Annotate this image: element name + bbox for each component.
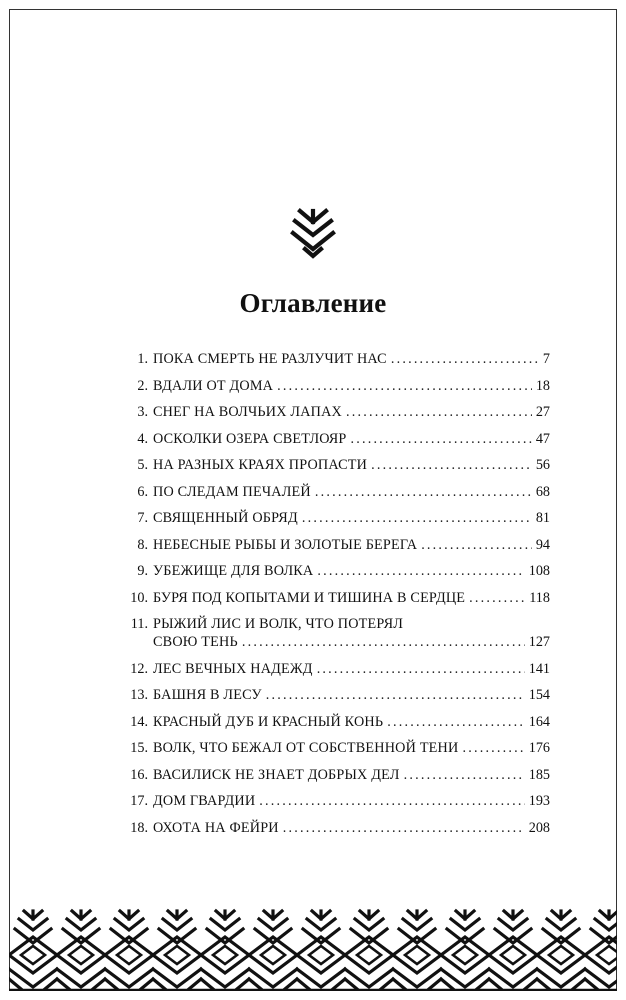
toc-entry[interactable]	[118, 430, 550, 448]
toc-entry-title: СВЯЩЕННЫЙ ОБРЯД	[153, 510, 298, 526]
toc-leader-dots	[421, 536, 532, 554]
toc-entry-page: 108	[528, 563, 550, 579]
toc-leader-dots	[391, 350, 539, 368]
toc-leader-dots	[259, 792, 524, 810]
toc-entry-title: СНЕГ НА ВОЛЧЬИХ ЛАПАХ	[153, 404, 342, 420]
toc-entry-page: 94	[535, 536, 550, 553]
toc-entry[interactable]	[118, 350, 550, 368]
toc-entry-title: УБЕЖИЩЕ ДЛЯ ВОЛКА	[153, 563, 314, 579]
ornament-pattern	[9, 911, 617, 990]
ornament-icon	[290, 207, 336, 259]
toc-entry-page: 68	[535, 483, 550, 500]
toc-entry-title: РЫЖИЙ ЛИС И ВОЛК, ЧТО ПОТЕРЯЛ	[153, 616, 404, 632]
toc-entry-title: ПОКА СМЕРТЬ НЕ РАЗЛУЧИТ НАС	[153, 351, 387, 367]
toc-entry-title: ВАСИЛИСК НЕ ЗНАЕТ ДОБРЫХ ДЕЛ	[153, 766, 400, 783]
toc-entry-title: ОХОТА НА ФЕЙРИ	[153, 819, 279, 836]
toc-entry-number: 5.	[137, 457, 148, 473]
toc-entry-page: 193	[528, 793, 550, 809]
toc-entry-title: ВОЛК, ЧТО БЕЖАЛ ОТ СОБСТВЕННОЙ ТЕНИ	[153, 740, 459, 756]
toc-entry[interactable]	[118, 403, 550, 421]
toc-entry-number: 2.	[137, 377, 148, 394]
toc-leader-dots	[317, 660, 525, 678]
toc-entry-page: 47	[535, 430, 550, 447]
toc-entry-page: 81	[535, 510, 550, 526]
toc-entry[interactable]	[118, 739, 550, 757]
toc-entry-number: 4.	[137, 430, 148, 447]
table-of-contents	[118, 350, 550, 845]
toc-entry-title: БАШНЯ В ЛЕСУ	[153, 687, 262, 703]
toc-entry-title: НЕБЕСНЫЕ РЫБЫ И ЗОЛОТЫЕ БЕРЕГА	[153, 536, 418, 553]
toc-entry-page: 127	[528, 634, 550, 650]
toc-entry-page: 7	[542, 351, 550, 367]
toc-leader-dots	[315, 483, 532, 501]
toc-entry-title: БУРЯ ПОД КОПЫТАМИ И ТИШИНА В СЕРДЦЕ	[153, 589, 466, 606]
toc-entry-number: 13.	[130, 687, 148, 703]
toc-entry-page: 185	[528, 766, 550, 783]
toc-leader-dots	[302, 509, 532, 527]
toc-entry[interactable]	[118, 483, 550, 501]
toc-entry-number: 6.	[137, 483, 148, 500]
toc-entry[interactable]	[118, 509, 550, 527]
toc-entry[interactable]	[118, 562, 550, 580]
toc-entry-number: 14.	[130, 713, 148, 730]
toc-entry[interactable]	[118, 660, 550, 678]
toc-entry-title: СВОЮ ТЕНЬ	[153, 634, 238, 650]
toc-entry-number: 12.	[130, 660, 148, 677]
toc-leader-dots	[462, 739, 524, 757]
toc-entry-title: ДОМ ГВАРДИИ	[153, 793, 256, 809]
toc-entry-number: 17.	[130, 793, 148, 809]
toc-entry-page: 141	[528, 660, 550, 677]
toc-leader-dots	[277, 377, 532, 395]
ornament-border	[9, 907, 617, 991]
toc-entry-number: 9.	[137, 563, 148, 579]
toc-entry[interactable]	[118, 536, 550, 554]
toc-leader-dots	[242, 633, 525, 651]
toc-entry-title: КРАСНЫЙ ДУБ И КРАСНЫЙ КОНЬ	[153, 713, 384, 730]
toc-entry[interactable]	[118, 589, 550, 607]
toc-entry[interactable]	[118, 686, 550, 704]
toc-entry-page: 208	[528, 819, 550, 836]
toc-entry[interactable]	[118, 819, 550, 837]
toc-entry-page: 154	[528, 687, 550, 703]
toc-leader-dots	[404, 766, 525, 784]
toc-entry-page: 27	[535, 404, 550, 420]
toc-entry-number: 7.	[137, 510, 148, 526]
toc-entry[interactable]	[118, 615, 550, 651]
page-title: Оглавление	[239, 288, 387, 318]
toc-leader-dots	[266, 686, 525, 704]
toc-entry-number: 16.	[130, 766, 148, 783]
toc-entry-page: 56	[535, 457, 550, 473]
toc-entry-number: 1.	[137, 351, 148, 367]
toc-entry-number: 8.	[137, 536, 148, 553]
toc-leader-dots	[346, 403, 532, 421]
toc-entry-page: 18	[535, 377, 550, 394]
toc-entry-page: 164	[528, 713, 550, 730]
toc-entry-number: 10.	[130, 589, 148, 606]
toc-entry-page: 176	[528, 740, 550, 756]
toc-entry-title: ВДАЛИ ОТ ДОМА	[153, 377, 274, 394]
toc-leader-dots	[469, 589, 525, 607]
toc-entry[interactable]	[118, 377, 550, 395]
toc-entry[interactable]	[118, 766, 550, 784]
toc-leader-dots	[317, 562, 524, 580]
toc-entry[interactable]	[118, 456, 550, 474]
toc-leader-dots	[387, 713, 524, 731]
toc-leader-dots	[283, 819, 525, 837]
toc-entry-number: 15.	[130, 740, 148, 756]
toc-entry[interactable]	[118, 792, 550, 810]
toc-entry-number: 3.	[137, 404, 148, 420]
toc-leader-dots	[371, 456, 532, 474]
toc-entry-title: НА РАЗНЫХ КРАЯХ ПРОПАСТИ	[153, 457, 368, 473]
toc-entry-title: ПО СЛЕДАМ ПЕЧАЛЕЙ	[153, 483, 311, 500]
toc-leader-dots	[350, 430, 531, 448]
toc-entry[interactable]	[118, 713, 550, 731]
toc-entry-page: 118	[529, 589, 550, 606]
toc-entry-number: 18.	[130, 819, 148, 836]
toc-entry-number: 11.	[130, 616, 148, 632]
toc-entry-title: ОСКОЛКИ ОЗЕРА СВЕТЛОЯР	[153, 430, 347, 447]
toc-entry-title: ЛЕС ВЕЧНЫХ НАДЕЖД	[153, 660, 313, 677]
